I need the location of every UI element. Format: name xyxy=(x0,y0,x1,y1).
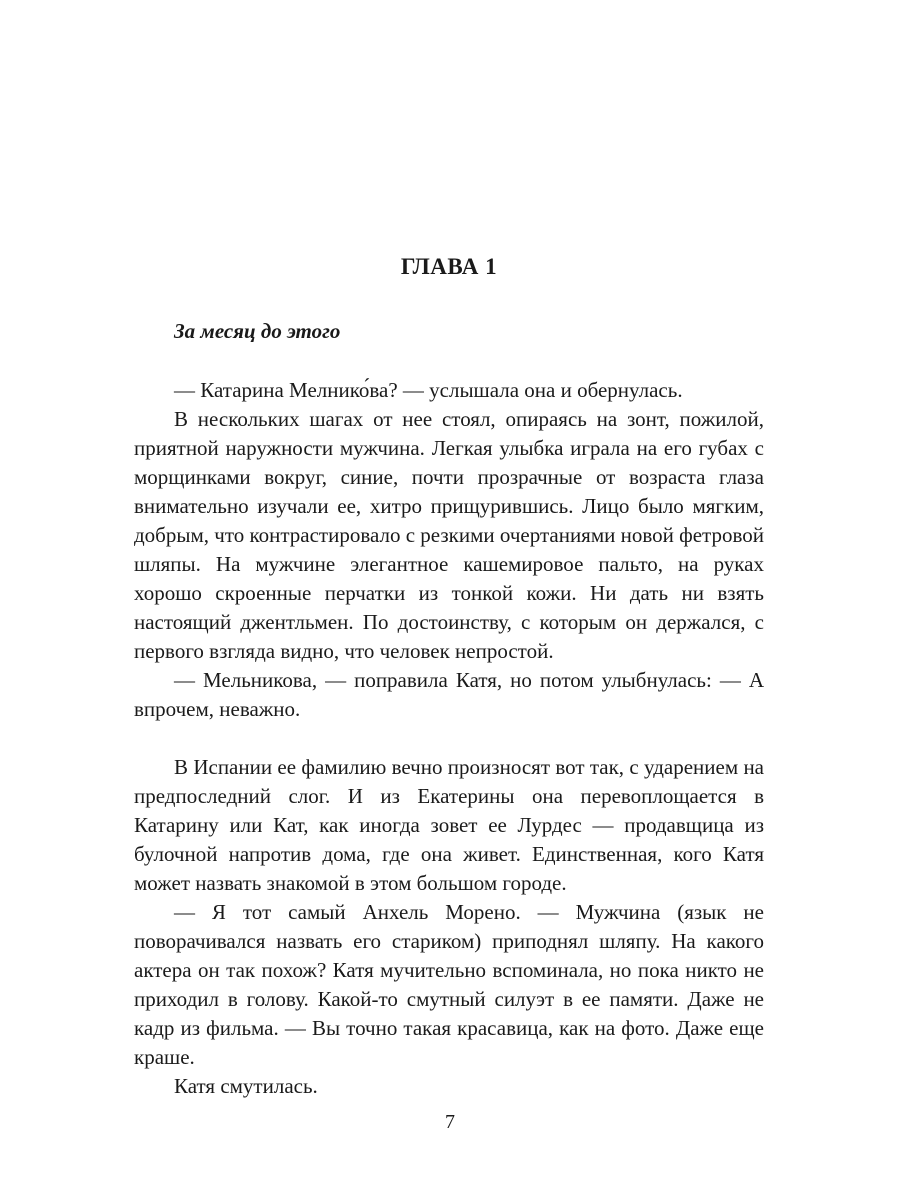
body-text xyxy=(134,376,764,1101)
section-subtitle: За месяц до этого xyxy=(174,319,341,343)
paragraph: В Испании ее фамилию вечно произносят вот так, с ударением на предпоследний слог. И из Екатерины она перевоплощается в Катарину или Кат, как иногда зовет ее Лурдес — продавщица из булочной напротив дома, где она живет. Единственная, кого Катя может назвать знакомой в этом большом городе. xyxy=(134,755,764,895)
paragraph: — Мельникова, — поправила Катя, но потом улыбнулась: — А впрочем, неважно. xyxy=(134,668,764,721)
paragraph: — Катарина Мелнико́ва? — услышала она и обернулась. xyxy=(174,378,683,402)
page-number: 7 xyxy=(445,1111,455,1133)
paragraph: Катя смутилась. xyxy=(174,1074,318,1098)
paragraph: В нескольких шагах от нее стоял, опираясь на зонт, пожилой, приятной наружности мужчина. Легкая улыбка играла на его губах с морщинками вокруг, синие, почти прозрачные от возраста глаза внимательно изучали ее, хитро прищурившись. Лицо было мягким, добрым, что контрастировало с резкими очертаниями новой фетровой шляпы. На мужчине элегантное кашемировое пальто, на руках хорошо скроенные перчатки из тонкой кожи. Ни дать ни взять настоящий джентльмен. По достоинству, с которым он держался, с первого взгляда видно, что человек непростой. xyxy=(134,407,764,663)
paragraph: — Я тот самый Анхель Морено. — Мужчина (язык не поворачивался назвать его стариком) приподнял шляпу. На какого актера он так похож? Катя мучительно вспоминала, но пока никто не приходил в голову. Какой-то смутный силуэт в ее памяти. Даже не кадр из фильма. — Вы точно такая красавица, как на фото. Даже еще краше. xyxy=(134,900,764,1069)
chapter-title: ГЛАВА 1 xyxy=(400,254,498,279)
